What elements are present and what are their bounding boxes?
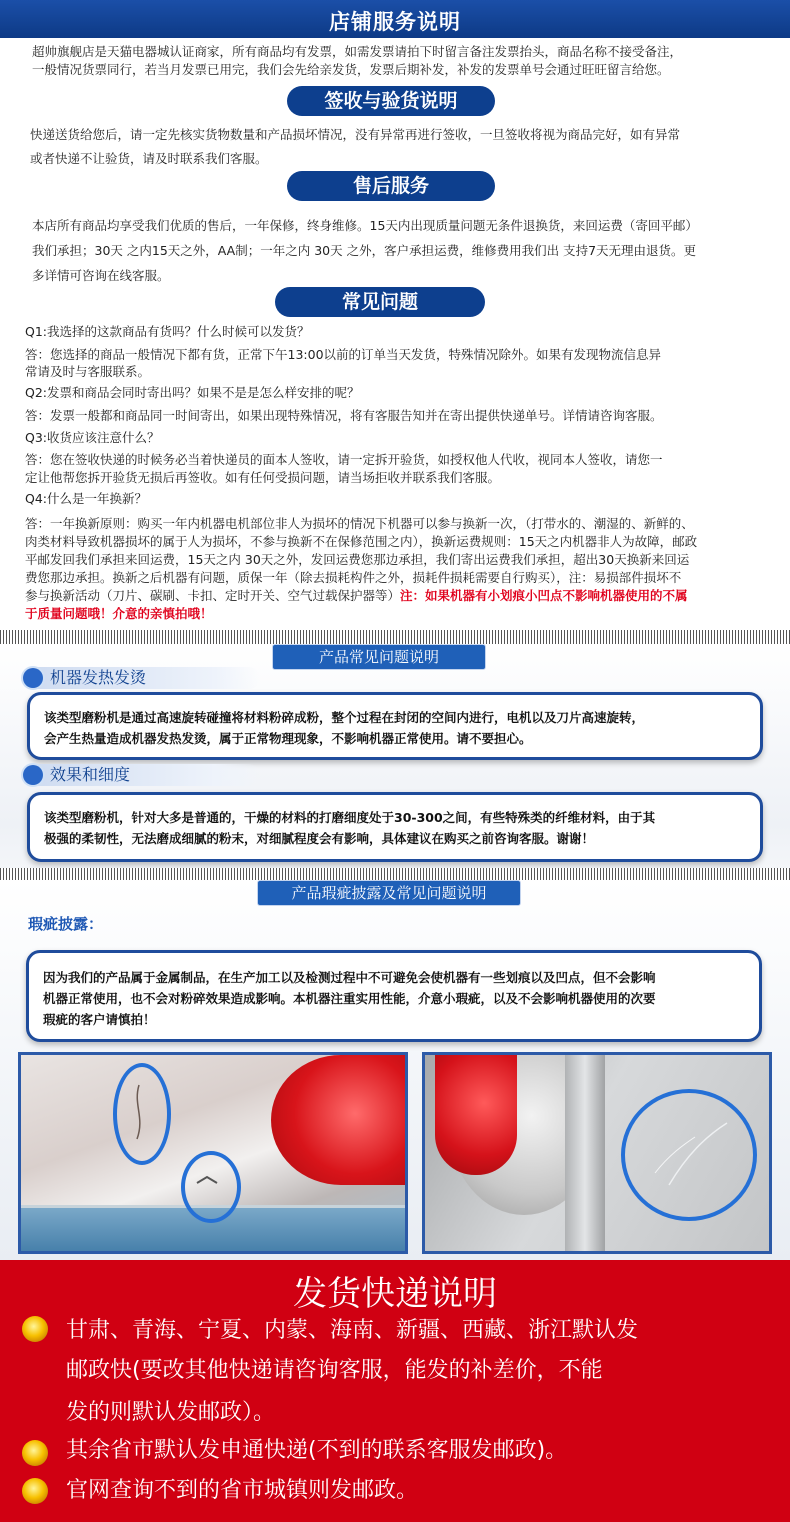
bullet-icon — [22, 1440, 48, 1466]
fineness-text-1: 该类型磨粉机，针对大多是普通的，干燥的材料的打磨细度处于30-300之间，有些特殊类的纤维材料，由于其 — [44, 810, 656, 825]
product-faq-tab: 产品常见问题说明 — [272, 644, 486, 670]
after-sale-text-2: 我们承担；30天 之内15天之外，AA制；一年之内 30天 之外，客户承担运费，维修费用我们出 支持7天无理由退货。更 — [32, 243, 697, 258]
defect-photo-dial — [422, 1052, 772, 1254]
store-service-header — [0, 0, 790, 38]
bullet-icon — [23, 765, 43, 785]
defect-text-1: 因为我们的产品属于金属制品，在生产加工以及检测过程中不可避免会使机器有一些划痕以及凹点，但不会影响 — [43, 970, 656, 985]
heat-text-1: 该类型磨粉机是通过高速旋转碰撞将材料粉碎成粉，整个过程在封闭的空间内进行，电机以及刀片高速旋转， — [44, 710, 645, 725]
defect-tab: 产品瑕疵披露及常见问题说明 — [257, 880, 521, 906]
faq-a4-warning-2: 于质量问题哦！介意的亲慎拍哦！ — [25, 606, 213, 621]
scratch-marks — [21, 1055, 405, 1251]
faq-a1-line1: 答：您选择的商品一般情况下都有货，正常下午13:00以前的订单当天发货，特殊情况除外。如果有发现物流信息异 — [25, 347, 662, 362]
shipping-section — [0, 1260, 790, 1522]
defect-title: 瑕疵披露： — [28, 915, 104, 933]
faq-a4-line5-text: 参与换新活动（刀片、碳刷、卡扣、定时开关、空气过载保护器等） — [25, 588, 401, 603]
faq-a4-line1: 答：一年换新原则：购买一年内机器电机部位非人为损坏的情况下机器可以参与换新一次，（打带水的、潮湿的、新鲜的、 — [25, 516, 694, 531]
heat-text-2: 会产生热量造成机器发热发烫，属于正常物理现象，不影响机器正常使用。请不要担心。 — [44, 731, 532, 746]
faq-a4-line4: 费您那边承担。换新之后机器有问题，质保一年（除去损耗构件之外，损耗件损耗需要自行购买），注：易损部件损坏不 — [25, 570, 682, 585]
fineness-title: 效果和细度 — [36, 764, 260, 786]
after-sale-title: 售后服务 — [287, 171, 495, 201]
faq-q3: Q3:收货应该注意什么？ — [25, 430, 160, 445]
bullet-icon — [22, 1316, 48, 1342]
fineness-text-2: 极强的柔韧性，无法磨成细腻的粉末，对细腻程度会有影响，具体建议在购买之前咨询客服。谢谢！ — [44, 831, 595, 846]
receipt-text-2: 或者快递不让验货，请及时联系我们客服。 — [30, 151, 268, 166]
faq-a4-warning-1: 注：如果机器有小划痕小凹点不影响机器使用的不属 — [400, 588, 688, 603]
fineness-box — [27, 792, 763, 862]
heat-text — [44, 707, 748, 749]
faq-title: 常见问题 — [275, 287, 485, 317]
defect-text — [43, 967, 747, 1030]
after-sale-text-3: 多详情可咨询在线客服。 — [32, 268, 170, 283]
after-sale-text-1: 本店所有商品均享受我们优质的售后，一年保修，终身维修。15天内出现质量问题无条件退换货，来回运费（寄回平邮） — [32, 218, 698, 233]
faq-a4-line5 — [25, 586, 688, 605]
faq-a2: 答：发票一般都和商品同一时间寄出，如果出现特殊情况，将有客服告知并在寄出提供快递单号。详情请咨询客服。 — [25, 408, 663, 423]
bullet-icon — [22, 1478, 48, 1504]
receipt-text-1: 快递送货给您后，请一定先核实货物数量和产品损坏情况，没有异常再进行签收，一旦签收将视为商品完好，如有异常 — [30, 127, 681, 142]
faq-a4-line3: 平邮发回我们承担来回运费，15天之内 30天之外，发回运费您那边承担，我们寄出运费我们承担，超出30天换新来回运 — [25, 552, 690, 567]
bullet-icon — [23, 668, 43, 688]
faq-q1: Q1:我选择的这款商品有货吗？什么时候可以发货？ — [25, 324, 310, 339]
defect-box — [26, 950, 762, 1042]
store-service-text-1: 超帅旗舰店是天猫电器城认证商家，所有商品均有发票，如需发票请拍下时留言备注发票抬头，商品名称不接受备注， — [32, 44, 683, 59]
shipping-item-1-line3: 发的则默认发邮政）。 — [66, 1400, 276, 1425]
heat-box — [27, 692, 763, 760]
faq-a1-line2: 常请及时与客服联系。 — [25, 364, 151, 379]
defect-photo-bowl — [18, 1052, 408, 1254]
faq-a3-line1: 答：您在签收快递的时候务必当着快递员的面本人签收，请一定拆开验货，如授权他人代收，视同本人签收，请您一 — [25, 452, 663, 467]
section-divider — [0, 630, 790, 644]
shipping-item-1-line1: 甘肃、青海、宁夏、内蒙、海南、新疆、西藏、浙江默认发 — [66, 1318, 639, 1343]
shipping-item-1-line2: 邮政快(要改其他快递请咨询客服，能发的补差价，不能 — [66, 1358, 603, 1383]
faq-q4: Q4:什么是一年换新？ — [25, 491, 148, 506]
store-service-text-2: 一般情况货票同行，若当月发票已用完，我们会先给亲发货，发票后期补发，补发的发票单号会通过旺旺留言给您。 — [32, 62, 670, 77]
shipping-item-2: 其余省市默认发申通快递(不到的联系客服发邮政)。 — [66, 1438, 568, 1463]
heat-title: 机器发热发烫 — [36, 667, 260, 689]
faq-q2: Q2:发票和商品会同时寄出吗？如果不是是怎么样安排的呢？ — [25, 385, 360, 400]
receipt-title: 签收与验货说明 — [287, 86, 495, 116]
defect-text-2: 机器正常使用，也不会对粉碎效果造成影响。本机器注重实用性能，介意小瑕疵，以及不会影响机器使用的次要 — [43, 991, 656, 1006]
shipping-item-3: 官网查询不到的省市城镇则发邮政。 — [66, 1478, 419, 1503]
store-service-title: 店铺服务说明 — [329, 10, 461, 34]
scratch-marks — [425, 1055, 769, 1251]
defect-text-3: 瑕疵的客户请慎拍！ — [43, 1012, 156, 1027]
shipping-title: 发货快递说明 — [293, 1274, 497, 1314]
fineness-text — [44, 807, 748, 849]
faq-a3-line2: 定让他帮您拆开验货无损后再签收。如有任何受损问题，请当场拒收并联系我们客服。 — [25, 470, 501, 485]
faq-a4-line2: 肉类材料导致机器损坏的属于人为损坏，不参与换新不在保修范围之内），换新运费规则：15天之内机器非人为故障，邮政 — [25, 534, 698, 549]
